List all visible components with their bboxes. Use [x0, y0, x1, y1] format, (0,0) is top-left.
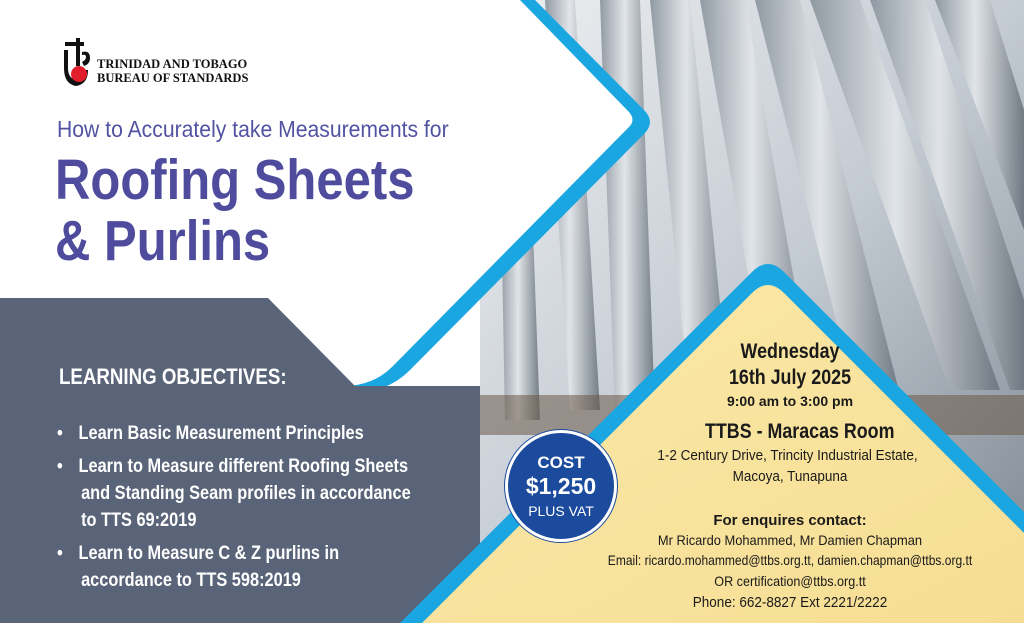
objective-item — [57, 453, 504, 534]
objectives-list — [57, 420, 504, 600]
course-title — [55, 150, 414, 272]
objective-item — [57, 540, 504, 594]
event-address-line-2: Macoya, Tunapuna — [732, 468, 848, 485]
org-line-1: TRINIDAD AND TOBAGO — [97, 57, 248, 71]
contact-names: Mr Ricardo Mohammed, Mr Damien Chapman — [657, 532, 923, 548]
event-venue: TTBS - Maracas Room — [705, 420, 895, 443]
cost-amount: $1,250 — [525, 473, 597, 499]
contact-heading: For enquires contact: — [713, 512, 867, 529]
bullet-icon: • — [57, 543, 63, 564]
event-date: 16th July 2025 — [728, 366, 852, 389]
title-line-1: Roofing Sheets — [55, 148, 415, 212]
bullet-icon: • — [57, 423, 63, 444]
bullet-icon: • — [57, 456, 63, 477]
objective-text: Learn Basic Measurement Principles — [78, 423, 364, 444]
objective-text-cont: to TTS 69:2019 — [81, 510, 197, 531]
event-day: Wednesday — [740, 340, 840, 363]
title-line-2: & Purlins — [55, 209, 271, 273]
objective-text: Learn to Measure C & Z purlins in — [78, 543, 340, 564]
contact-alt-email: OR certification@ttbs.org.tt — [714, 573, 866, 589]
objective-item — [57, 420, 504, 447]
contact-phone: Phone: 662-8827 Ext 2221/2222 — [692, 594, 888, 611]
event-address-line-1: 1-2 Century Drive, Trincity Industrial Estate, — [657, 447, 918, 464]
objectives-heading: LEARNING OBJECTIVES: — [59, 364, 287, 389]
ttbs-logo — [60, 38, 94, 90]
organization-name — [97, 57, 248, 85]
course-subtitle: How to Accurately take Measurements for — [57, 116, 449, 142]
objective-text-cont: and Standing Seam profiles in accordance — [81, 483, 411, 504]
cost-badge — [505, 430, 617, 542]
cost-note: PLUS VAT — [528, 503, 594, 519]
contact-emails: Email: ricardo.mohammed@ttbs.org.tt, damien.chapman@ttbs.org.tt — [607, 552, 973, 568]
event-time: 9:00 am to 3:00 pm — [726, 393, 854, 409]
org-line-2: BUREAU OF STANDARDS — [97, 71, 249, 85]
cost-label: COST — [537, 453, 585, 472]
objective-text: Learn to Measure different Roofing Sheets — [78, 456, 409, 477]
objective-text-cont: accordance to TTS 598:2019 — [81, 570, 301, 591]
